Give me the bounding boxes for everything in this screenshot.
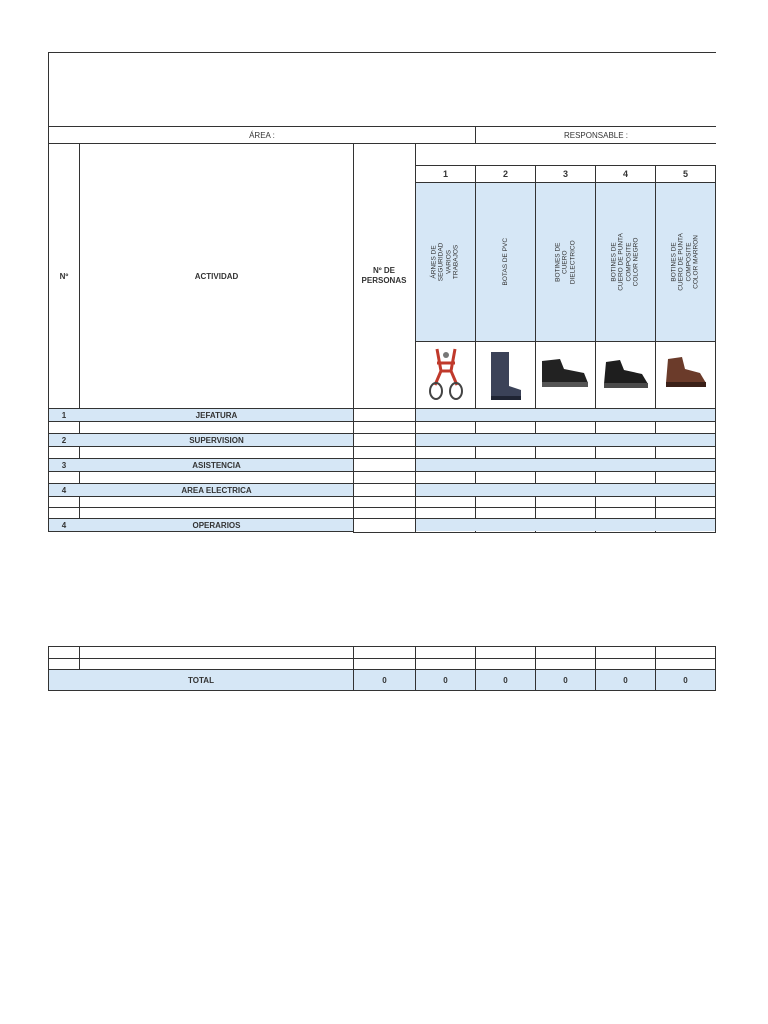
item-number: 3 (562, 169, 568, 179)
total-value: 0 (443, 675, 448, 685)
total-label: TOTAL (188, 675, 214, 685)
item-number: 5 (682, 169, 688, 179)
table-row-number: 4 (61, 520, 67, 530)
item-name: BOTINES DE CUERO DIELECTRICO (554, 240, 577, 284)
table-row-label: SUPERVISION (189, 435, 244, 445)
item-name: BOTINES DE CUERO DE PUNTA COMPOSITE COLOR NEGRO (610, 233, 640, 291)
leather-boot-icon (538, 355, 590, 389)
area-label: ÁREA : (249, 130, 275, 140)
table-row-label: JEFATURA (195, 410, 238, 420)
total-value: 0 (683, 675, 688, 685)
item-name: ÁRNES DE SEGURIDAD VARIOS TRABAJOS (430, 242, 460, 282)
table-row-number: 2 (61, 435, 67, 445)
safety-harness-icon (425, 345, 467, 401)
table-row-number: 3 (61, 460, 67, 470)
table-row-number: 1 (61, 410, 67, 420)
item-name: BOTAS DE PVC (501, 238, 509, 286)
table-row-label: AREA ELECTRICA (181, 485, 252, 495)
item-name: BOTINES DE CUERO DE PUNTA COMPOSITE COLOR MARRON (670, 233, 700, 291)
column-actividad: ACTIVIDAD (194, 271, 239, 281)
table-row-number: 4 (61, 485, 67, 495)
table-row-label: OPERARIOS (192, 520, 241, 530)
brown-boot-icon (660, 355, 708, 391)
total-value: 0 (623, 675, 628, 685)
total-value: 0 (503, 675, 508, 685)
pvc-boot-icon (485, 350, 525, 402)
responsable-label: RESPONSABLE : (563, 130, 629, 140)
item-number: 1 (442, 169, 448, 179)
table-row-label: ASISTENCIA (192, 460, 241, 470)
total-personas: 0 (382, 675, 387, 685)
black-boot-icon (600, 358, 650, 390)
total-value: 0 (563, 675, 568, 685)
column-no: Nº (59, 271, 69, 281)
item-number: 4 (622, 169, 628, 179)
column-personas: Nº DE PERSONAS (361, 266, 407, 285)
item-number: 2 (502, 169, 508, 179)
